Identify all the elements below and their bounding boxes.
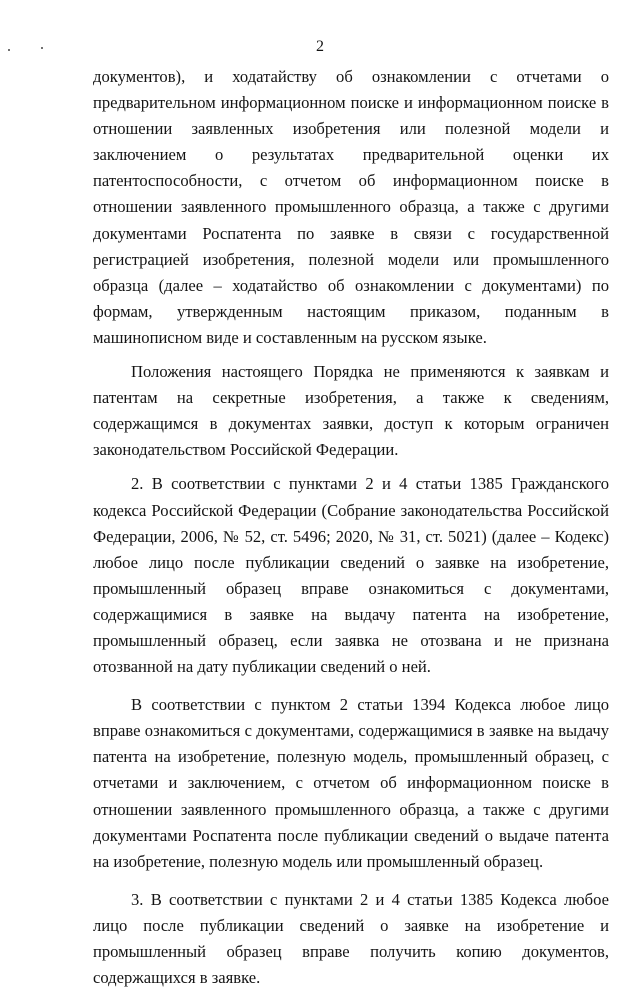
paragraph-secret-inventions: Положения настоящего Порядка не применяются к заявкам и патентам на секретные изобретения, а также к сведениям, содержащимся в документах заявки, доступ к которым ограничен законодательством Российской Федерации. bbox=[93, 362, 609, 460]
document-body bbox=[93, 64, 609, 991]
paragraph-clause-3: 3. В соответствии с пунктами 2 и 4 статьи 1385 Кодекса любое лицо после публикации сведений о заявке на изобретение и промышленный образец вправе получить копию документов, содержащихся в заявке. bbox=[93, 889, 609, 988]
paragraph-article-1394: В соответствии с пунктом 2 статьи 1394 Кодекса любое лицо вправе ознакомиться с документами, содержащимися в заявке на выдачу патента на изобретение, полезную модель, промышленный образец, с отчетами и заключением, с отчетом об информационном поиске в отношении заявленного промышленного образца, а также с другими документами Роспатента после публикации сведений о выдаче патента на изобретение, полезную модель или промышленный образец. bbox=[93, 695, 609, 871]
paragraph-clause-2: 2. В соответствии с пунктами 2 и 4 статьи 1385 Гражданского кодекса Российской Федерации (Собрание законодательства Российской Федерации, 2006, № 52, ст. 5496; 2020, № 31, ст. 5021) (далее – Кодекс) любое лицо после публикации сведений о заявке на изобретение, промышленный образец вправе ознакомиться с документами, содержащимися в заявке на выдачу патента на изобретение, промышленный образец, если заявка не отозвана и не признана отозванной на дату публикации сведений о ней. bbox=[93, 474, 609, 677]
page-number: 2 bbox=[316, 38, 324, 55]
paragraph-continuation: документов), и ходатайству об ознакомлении с отчетами о предварительном информационном поиске и информационном поиске в отношении заявленных изобретения или полезной модели и заключением о результатах предварительной оценки их патентоспособности, с отчетом об информационном поиске в отношении заявленного промышленного образца, а также с другими документами Роспатента по заявке в связи с государственной регистрацией изобретения, полезной модели или промышленного образца (далее – ходатайство об ознакомлении с документами) по формам, утвержденным настоящим приказом, поданным в машинописном виде и составленным на русском языке. bbox=[93, 67, 609, 347]
